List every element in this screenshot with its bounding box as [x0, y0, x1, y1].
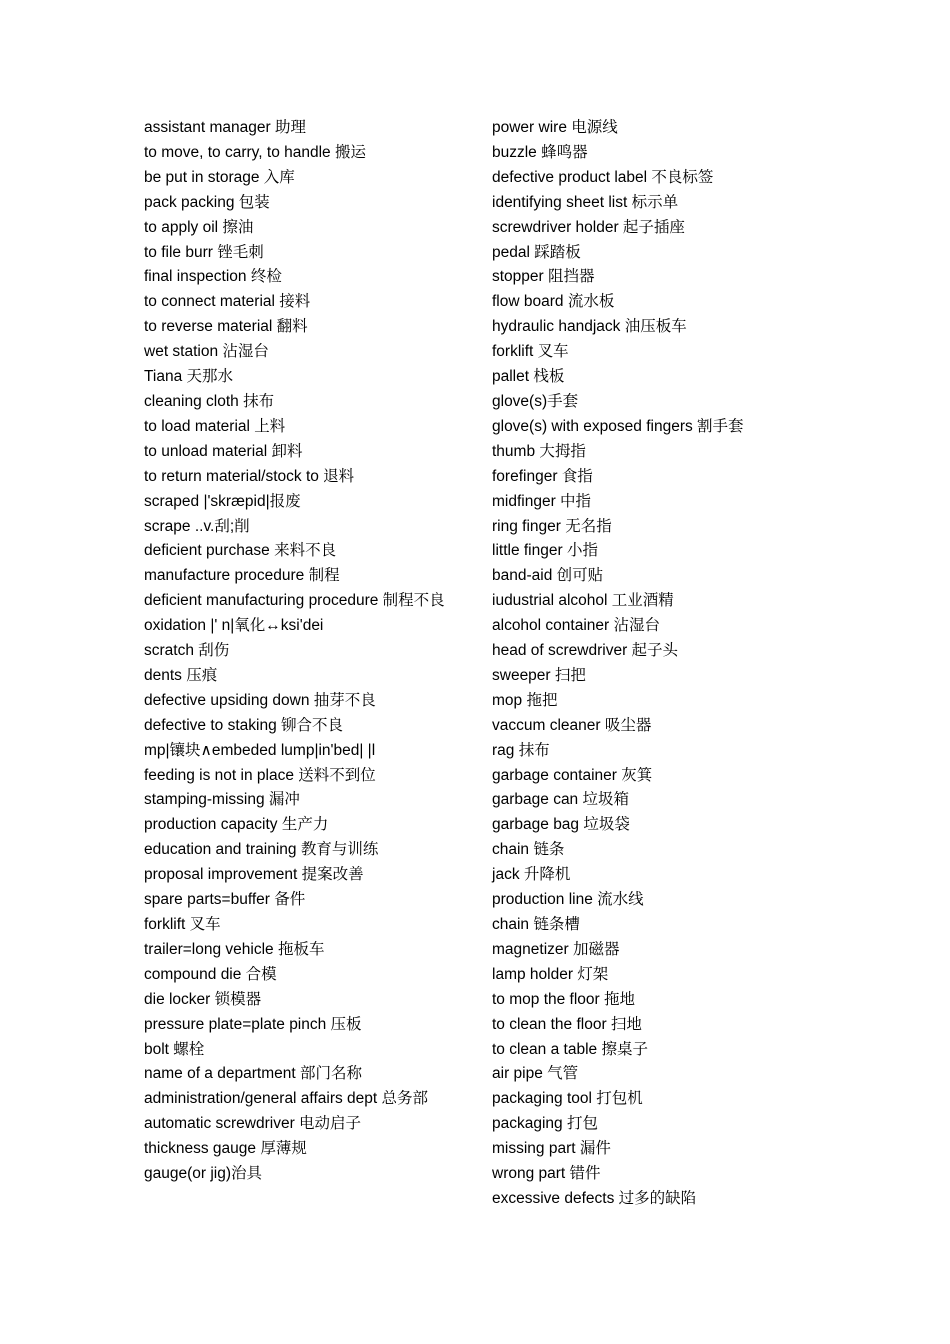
vocabulary-entry: final inspection 终检 [144, 268, 282, 286]
vocabulary-entry: defective product label 不良标签 [492, 168, 714, 186]
vocabulary-entry: rag 抹布 [492, 741, 550, 759]
vocabulary-entry: to return material/stock to 退料 [144, 467, 355, 485]
vocabulary-entry: compound die 合模 [144, 965, 277, 983]
vocabulary-entry: band-aid 创可贴 [492, 567, 604, 585]
vocabulary-entry: stamping-missing 漏冲 [144, 791, 300, 809]
vocabulary-entry: to file burr 锉毛刺 [144, 243, 264, 261]
vocabulary-entry: identifying sheet list 标示单 [492, 193, 679, 211]
vocabulary-entry: missing part 漏件 [492, 1140, 611, 1158]
vocabulary-entry: iudustrial alcohol 工业酒精 [492, 592, 674, 610]
vocabulary-entry: little finger 小指 [492, 542, 598, 560]
vocabulary-entry: mop 拖把 [492, 691, 558, 709]
vocabulary-entry: wrong part 错件 [492, 1165, 601, 1183]
vocabulary-entry: scrape ..v.刮;削 [144, 517, 250, 535]
vocabulary-entry: forklift 叉车 [492, 343, 569, 361]
vocabulary-entry: garbage bag 垃圾袋 [492, 816, 630, 834]
vocabulary-entry: to mop the floor 拖地 [492, 990, 636, 1008]
vocabulary-entry: gauge(or jig)治具 [144, 1165, 263, 1183]
vocabulary-entry: pack packing 包装 [144, 193, 270, 211]
vocabulary-entry: dents 压痕 [144, 666, 218, 684]
vocabulary-entry: glove(s)手套 [492, 392, 579, 410]
vocabulary-entry: stopper 阻挡器 [492, 268, 595, 286]
vocabulary-entry: be put in storage 入库 [144, 168, 295, 186]
vocabulary-entry: thumb 大拇指 [492, 442, 586, 460]
vocabulary-entry: sweeper 扫把 [492, 666, 586, 684]
vocabulary-entry: excessive defects 过多的缺陷 [492, 1189, 697, 1207]
vocabulary-entry: hydraulic handjack 油压板车 [492, 318, 687, 336]
vocabulary-entry: garbage can 垃圾箱 [492, 791, 629, 809]
vocabulary-entry: head of screwdriver 起子头 [492, 642, 679, 660]
vocabulary-entry: defective upsiding down 抽芽不良 [144, 691, 376, 709]
vocabulary-entry: scratch 刮伤 [144, 642, 230, 660]
vocabulary-entry: lamp holder 灯架 [492, 965, 609, 983]
vocabulary-entry: deficient manufacturing procedure 制程不良 [144, 592, 445, 610]
vocabulary-entry: deficient purchase 来料不良 [144, 542, 337, 560]
vocabulary-entry: automatic screwdriver 电动启子 [144, 1115, 362, 1133]
vocabulary-entry: to unload material 卸料 [144, 442, 303, 460]
vocabulary-entry: to connect material 接料 [144, 293, 311, 311]
vocabulary-entry: to reverse material 翻料 [144, 318, 308, 336]
vocabulary-entry: thickness gauge 厚薄规 [144, 1140, 307, 1158]
vocabulary-entry: manufacture procedure 制程 [144, 567, 340, 585]
vocabulary-entry: wet station 沾湿台 [144, 343, 269, 361]
vocabulary-entry: forklift 叉车 [144, 916, 221, 933]
vocabulary-entry: production line 流水线 [492, 891, 644, 909]
vocabulary-entry: flow board 流水板 [492, 293, 615, 311]
vocabulary-entry: forefinger 食指 [492, 467, 593, 485]
vocabulary-entry: scraped |'skræpid|报废 [144, 492, 301, 510]
vocabulary-entry: trailer=long vehicle 拖板车 [144, 940, 325, 958]
vocabulary-entry: Tiana 天那水 [144, 368, 234, 386]
vocabulary-entry: chain 链条 [492, 841, 565, 859]
vocabulary-entry: die locker 锁模器 [144, 990, 262, 1008]
vocabulary-entry: power wire 电源线 [492, 119, 618, 136]
vocabulary-entry: alcohol container 沾湿台 [492, 617, 660, 635]
vocabulary-entry: buzzle 蜂鸣器 [492, 143, 588, 161]
vocabulary-entry: packaging 打包 [492, 1115, 598, 1133]
vocabulary-entry: pallet 栈板 [492, 368, 565, 386]
vocabulary-entry: mp|镶块∧embeded lump|in'bed| |l [144, 741, 376, 759]
vocabulary-entry: production capacity 生产力 [144, 816, 329, 834]
vocabulary-entry: pedal 踩踏板 [492, 243, 581, 261]
vocabulary-entry: education and training 教育与训练 [144, 841, 379, 859]
vocabulary-entry: name of a department 部门名称 [144, 1065, 362, 1083]
vocabulary-entry: spare parts=buffer 备件 [144, 891, 306, 909]
vocabulary-entry: to clean the floor 扫地 [492, 1015, 642, 1033]
vocabulary-entry: screwdriver holder 起子插座 [492, 218, 685, 236]
vocabulary-entry: chain 链条槽 [492, 916, 580, 933]
vocabulary-entry: to load material 上料 [144, 417, 286, 435]
vocabulary-entry: midfinger 中指 [492, 492, 592, 510]
vocabulary-column-right [492, 116, 792, 1212]
vocabulary-column-left [144, 116, 462, 1187]
vocabulary-entry: vaccum cleaner 吸尘器 [492, 716, 652, 734]
vocabulary-entry: proposal improvement 提案改善 [144, 866, 364, 884]
vocabulary-entry: pressure plate=plate pinch 压板 [144, 1015, 362, 1033]
vocabulary-entry: administration/general affairs dept 总务部 [144, 1090, 429, 1108]
vocabulary-entry: defective to staking 铆合不良 [144, 716, 343, 734]
vocabulary-entry: to apply oil 擦油 [144, 218, 254, 236]
vocabulary-entry: assistant manager 助理 [144, 119, 306, 136]
vocabulary-entry: to clean a table 擦桌子 [492, 1040, 648, 1058]
vocabulary-entry: ring finger 无名指 [492, 517, 612, 535]
vocabulary-entry: glove(s) with exposed fingers 割手套 [492, 417, 744, 435]
vocabulary-entry: oxidation |' n|氧化↔ksi'dei [144, 617, 324, 635]
vocabulary-entry: packaging tool 打包机 [492, 1090, 643, 1108]
vocabulary-entry: bolt 螺栓 [144, 1040, 205, 1058]
vocabulary-entry: magnetizer 加磁器 [492, 940, 620, 958]
vocabulary-entry: cleaning cloth 抹布 [144, 392, 275, 410]
vocabulary-entry: jack 升降机 [492, 866, 571, 884]
vocabulary-entry: air pipe 气管 [492, 1065, 579, 1083]
vocabulary-entry: to move, to carry, to handle 搬运 [144, 143, 366, 161]
vocabulary-entry: garbage container 灰箕 [492, 766, 653, 784]
vocabulary-entry: feeding is not in place 送料不到位 [144, 766, 376, 784]
